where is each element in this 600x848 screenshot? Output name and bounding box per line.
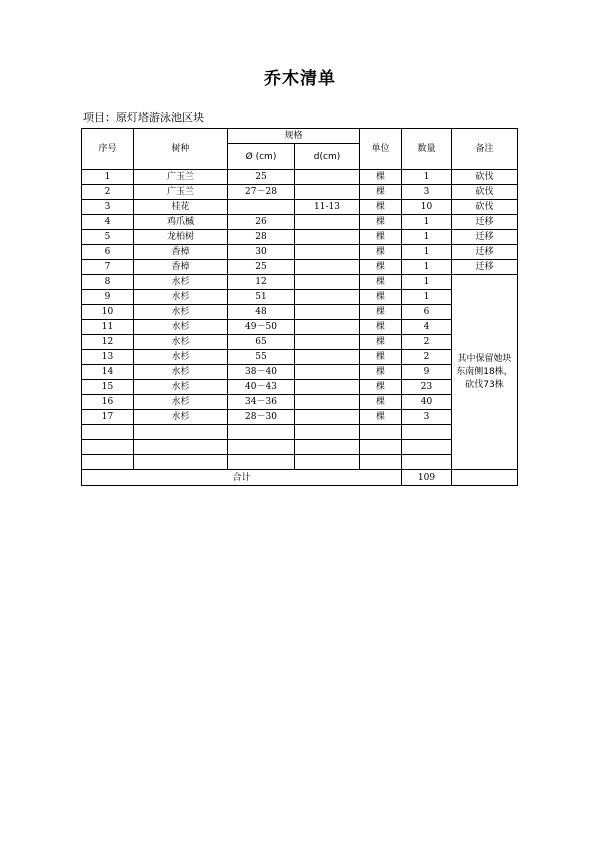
cell-remark: 迁移 [452, 230, 518, 245]
table-row [82, 275, 518, 290]
project-label: 项目：原灯塔游泳池区块 [83, 111, 204, 124]
cell-remark: 砍伐 [452, 185, 518, 200]
empty-cell [360, 455, 402, 470]
cell-quantity: 1 [402, 245, 452, 260]
cell-d [295, 215, 360, 230]
cell-species: 香樟 [134, 260, 228, 275]
empty-cell [360, 425, 402, 440]
cell-species: 水杉 [134, 410, 228, 425]
cell-quantity: 1 [402, 275, 452, 290]
cell-d [295, 275, 360, 290]
cell-unit: 棵 [360, 170, 402, 185]
cell-unit: 棵 [360, 305, 402, 320]
cell-index: 14 [82, 365, 134, 380]
cell-d: 11-13 [295, 200, 360, 215]
cell-unit: 棵 [360, 290, 402, 305]
empty-cell [295, 440, 360, 455]
empty-cell [360, 440, 402, 455]
cell-dbh: 48 [228, 305, 295, 320]
cell-dbh: 12 [228, 275, 295, 290]
empty-cell [228, 440, 295, 455]
cell-index: 2 [82, 185, 134, 200]
cell-d [295, 185, 360, 200]
cell-index: 12 [82, 335, 134, 350]
empty-cell [82, 425, 134, 440]
cell-dbh: 25 [228, 170, 295, 185]
cell-quantity: 6 [402, 305, 452, 320]
cell-dbh: 65 [228, 335, 295, 350]
cell-d [295, 365, 360, 380]
cell-species: 水杉 [134, 365, 228, 380]
cell-unit: 棵 [360, 260, 402, 275]
empty-cell [228, 455, 295, 470]
cell-species: 水杉 [134, 380, 228, 395]
cell-index: 11 [82, 320, 134, 335]
cell-index: 16 [82, 395, 134, 410]
table-row [82, 245, 518, 260]
cell-index: 4 [82, 215, 134, 230]
cell-remark-merged: 其中保留她块东南侧18株，砍伐73株 [452, 275, 518, 470]
cell-dbh: 38－40 [228, 365, 295, 380]
cell-quantity: 1 [402, 260, 452, 275]
cell-unit: 棵 [360, 380, 402, 395]
table-row [82, 170, 518, 185]
header-spec-group: 规格 [228, 129, 360, 144]
cell-index: 8 [82, 275, 134, 290]
cell-quantity: 4 [402, 320, 452, 335]
cell-index: 9 [82, 290, 134, 305]
empty-cell [228, 425, 295, 440]
cell-remark: 砍伐 [452, 170, 518, 185]
total-label: 合计 [82, 470, 402, 486]
cell-species: 广玉兰 [134, 185, 228, 200]
empty-cell [82, 440, 134, 455]
empty-cell [402, 440, 452, 455]
cell-dbh: 40－43 [228, 380, 295, 395]
cell-unit: 棵 [360, 275, 402, 290]
cell-quantity: 9 [402, 365, 452, 380]
cell-species: 水杉 [134, 335, 228, 350]
cell-unit: 棵 [360, 320, 402, 335]
total-remark [452, 470, 518, 486]
cell-unit: 棵 [360, 395, 402, 410]
cell-quantity: 3 [402, 185, 452, 200]
cell-dbh: 27－28 [228, 185, 295, 200]
cell-remark: 迁移 [452, 215, 518, 230]
cell-unit: 棵 [360, 215, 402, 230]
cell-dbh: 55 [228, 350, 295, 365]
cell-index: 1 [82, 170, 134, 185]
cell-dbh: 49－50 [228, 320, 295, 335]
cell-unit: 棵 [360, 185, 402, 200]
cell-quantity: 1 [402, 230, 452, 245]
empty-cell [295, 425, 360, 440]
cell-index: 17 [82, 410, 134, 425]
cell-quantity: 1 [402, 170, 452, 185]
cell-dbh: 34－36 [228, 395, 295, 410]
cell-d [295, 245, 360, 260]
cell-dbh: 26 [228, 215, 295, 230]
cell-quantity: 40 [402, 395, 452, 410]
cell-species: 水杉 [134, 350, 228, 365]
cell-d [295, 170, 360, 185]
cell-d [295, 410, 360, 425]
cell-index: 7 [82, 260, 134, 275]
cell-unit: 棵 [360, 245, 402, 260]
cell-remark: 迁移 [452, 260, 518, 275]
cell-d [295, 350, 360, 365]
cell-unit: 棵 [360, 410, 402, 425]
cell-quantity: 2 [402, 350, 452, 365]
empty-cell [295, 455, 360, 470]
cell-species: 水杉 [134, 290, 228, 305]
cell-d [295, 335, 360, 350]
header-quantity: 数量 [402, 129, 452, 170]
cell-remark: 迁移 [452, 245, 518, 260]
cell-species: 水杉 [134, 275, 228, 290]
header-species: 树种 [134, 129, 228, 170]
cell-d [295, 260, 360, 275]
cell-index: 10 [82, 305, 134, 320]
header-index: 序号 [82, 129, 134, 170]
cell-d [295, 380, 360, 395]
cell-index: 6 [82, 245, 134, 260]
cell-species: 香樟 [134, 245, 228, 260]
cell-quantity: 23 [402, 380, 452, 395]
tree-list-table [81, 128, 518, 486]
empty-cell [134, 440, 228, 455]
cell-d [295, 230, 360, 245]
cell-dbh: 28－30 [228, 410, 295, 425]
cell-quantity: 1 [402, 290, 452, 305]
header-spec-d: d(cm) [295, 144, 360, 170]
cell-dbh: 51 [228, 290, 295, 305]
cell-index: 15 [82, 380, 134, 395]
empty-cell [134, 455, 228, 470]
header-spec-dbh: Ø (cm) [228, 144, 295, 170]
table-row [82, 185, 518, 200]
cell-index: 3 [82, 200, 134, 215]
total-quantity: 109 [402, 470, 452, 486]
cell-unit: 棵 [360, 365, 402, 380]
cell-species: 龙柏树 [134, 230, 228, 245]
cell-dbh [228, 200, 295, 215]
empty-cell [402, 455, 452, 470]
cell-species: 鸡爪槭 [134, 215, 228, 230]
cell-quantity: 1 [402, 215, 452, 230]
cell-quantity: 3 [402, 410, 452, 425]
cell-unit: 棵 [360, 350, 402, 365]
header-unit: 单位 [360, 129, 402, 170]
document-title: 乔木清单 [264, 69, 336, 89]
cell-unit: 棵 [360, 200, 402, 215]
cell-species: 水杉 [134, 320, 228, 335]
table-row [82, 200, 518, 215]
empty-cell [402, 425, 452, 440]
cell-quantity: 2 [402, 335, 452, 350]
header-row-1 [82, 129, 518, 144]
cell-unit: 棵 [360, 230, 402, 245]
cell-d [295, 290, 360, 305]
cell-dbh: 28 [228, 230, 295, 245]
cell-index: 5 [82, 230, 134, 245]
table-row [82, 230, 518, 245]
header-remark: 备注 [452, 129, 518, 170]
cell-species: 水杉 [134, 395, 228, 410]
cell-dbh: 30 [228, 245, 295, 260]
cell-species: 广玉兰 [134, 170, 228, 185]
cell-remark: 砍伐 [452, 200, 518, 215]
total-row [82, 470, 518, 486]
cell-index: 13 [82, 350, 134, 365]
cell-dbh: 25 [228, 260, 295, 275]
cell-d [295, 320, 360, 335]
table-row [82, 215, 518, 230]
table-row [82, 260, 518, 275]
cell-unit: 棵 [360, 335, 402, 350]
empty-cell [82, 455, 134, 470]
cell-d [295, 305, 360, 320]
cell-species: 桂花 [134, 200, 228, 215]
cell-species: 水杉 [134, 305, 228, 320]
empty-cell [134, 425, 228, 440]
cell-quantity: 10 [402, 200, 452, 215]
cell-d [295, 395, 360, 410]
